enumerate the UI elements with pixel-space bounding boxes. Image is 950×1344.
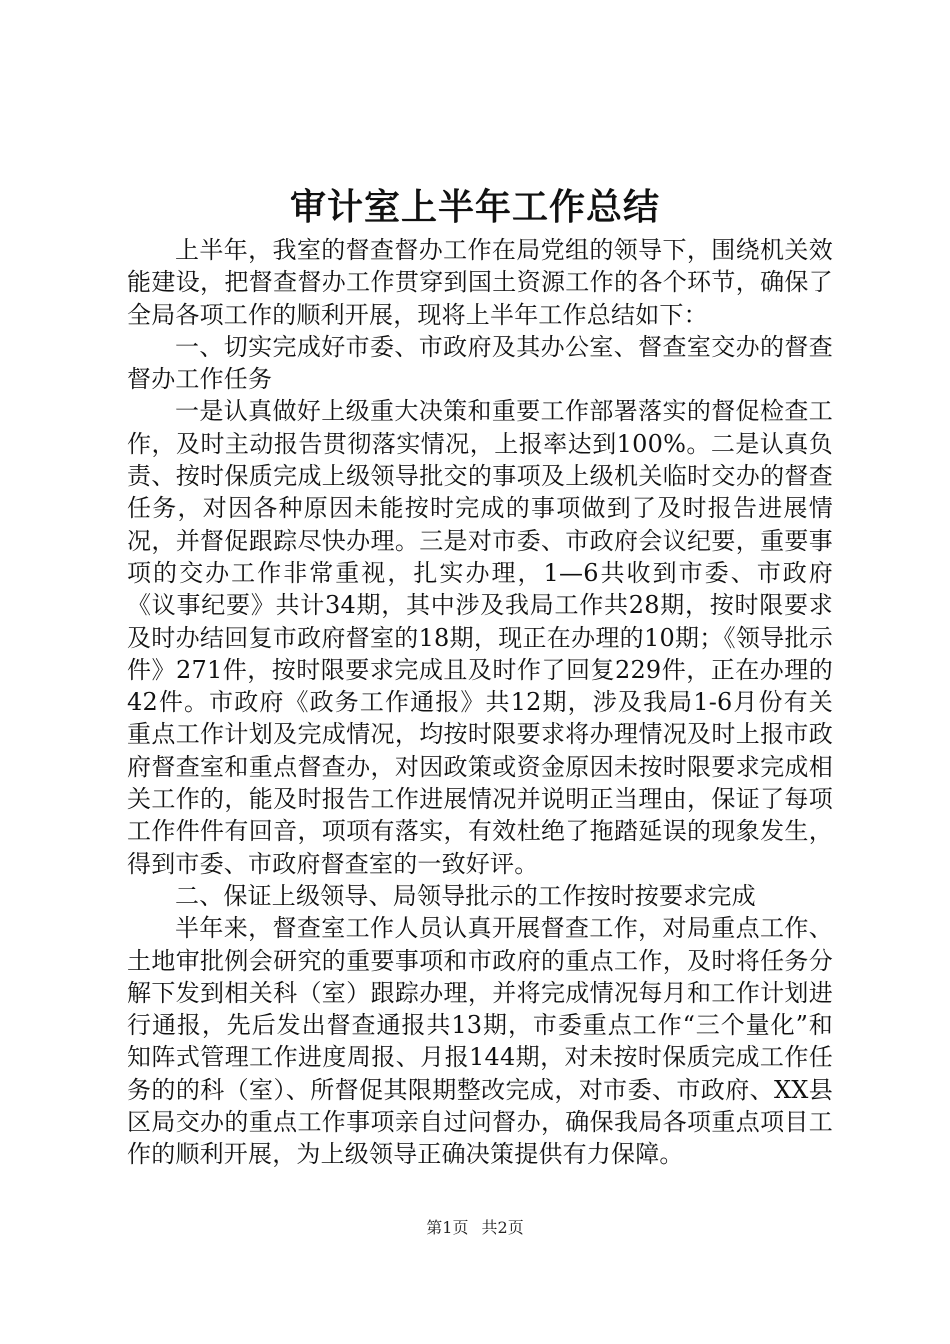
section-1-paragraph: 一是认真做好上级重大决策和重要工作部署落实的督促检查工作，及时主动报告贯彻落实情况，上报率达到100%。二是认真负责、按时保质完成上级领导批交的事项及上级机关临时交办的督查任务，对因各种原因未能按时完成的事项做到了及时报告进展情况，并督促跟踪尽快办理。三是对市委、市政府会议纪要，重要事项的交办工作非常重视，扎实办理，1—6共收到市委、市政府《议事纪要》共计34期，其中涉及我局工作共28期，按时限要求及时办结回复市政府督室的18期，现正在办理的10期；《领导批示件》271件，按时限要求完成且及时作了回复229件，正在办理的42件。市政府《政务工作通报》共12期，涉及我局1-6月份有关重点工作计划及完成情况，均按时限要求将办理情况及时上报市政府督查室和重点督查办，对因政策或资金原因未按时限要求完成相关工作的，能及时报告工作进展情况并说明正当理由，保证了每项工作件件有回音，项项有落实，有效杜绝了拖踏延误的现象发生，得到市委、市政府督查室的一致好评。 xyxy=(127,397,833,878)
page-total: 共2页 xyxy=(481,1218,524,1237)
document-title: 审计室上半年工作总结 xyxy=(289,187,660,228)
intro-paragraph: 上半年，我室的督查督办工作在局党组的领导下，围绕机关效能建设，把督查督办工作贯穿到国土资源工作的各个环节，确保了全局各项工作的顺利开展，现将上半年工作总结如下： xyxy=(127,236,833,329)
page-footer xyxy=(0,1216,950,1240)
section-2-paragraph: 半年来，督查室工作人员认真开展督查工作，对局重点工作、土地审批例会研究的重要事项和市政府的重点工作，及时将任务分解下发到相关科（室）跟踪办理，并将完成情况每月和工作计划进行通报，先后发出督查通报共13期，市委重点工作“三个量化”和知阵式管理工作进度周报、月报144期，对未按时保质完成工作任务的的科（室）、所督促其限期整改完成，对市委、市政府、XX县区局交办的重点工作事项亲自过问督办，确保我局各项重点项目工作的顺利开展，为上级领导正确决策提供有力保障。 xyxy=(127,914,833,1169)
page-number: 第1页 xyxy=(426,1218,469,1237)
section-heading-2: 二、保证上级领导、局领导批示的工作按时按要求完成 xyxy=(175,881,756,910)
document-body xyxy=(127,234,833,1171)
section-heading-1: 一、切实完成好市委、市政府及其办公室、督查室交办的督查督办工作任务 xyxy=(127,332,833,394)
